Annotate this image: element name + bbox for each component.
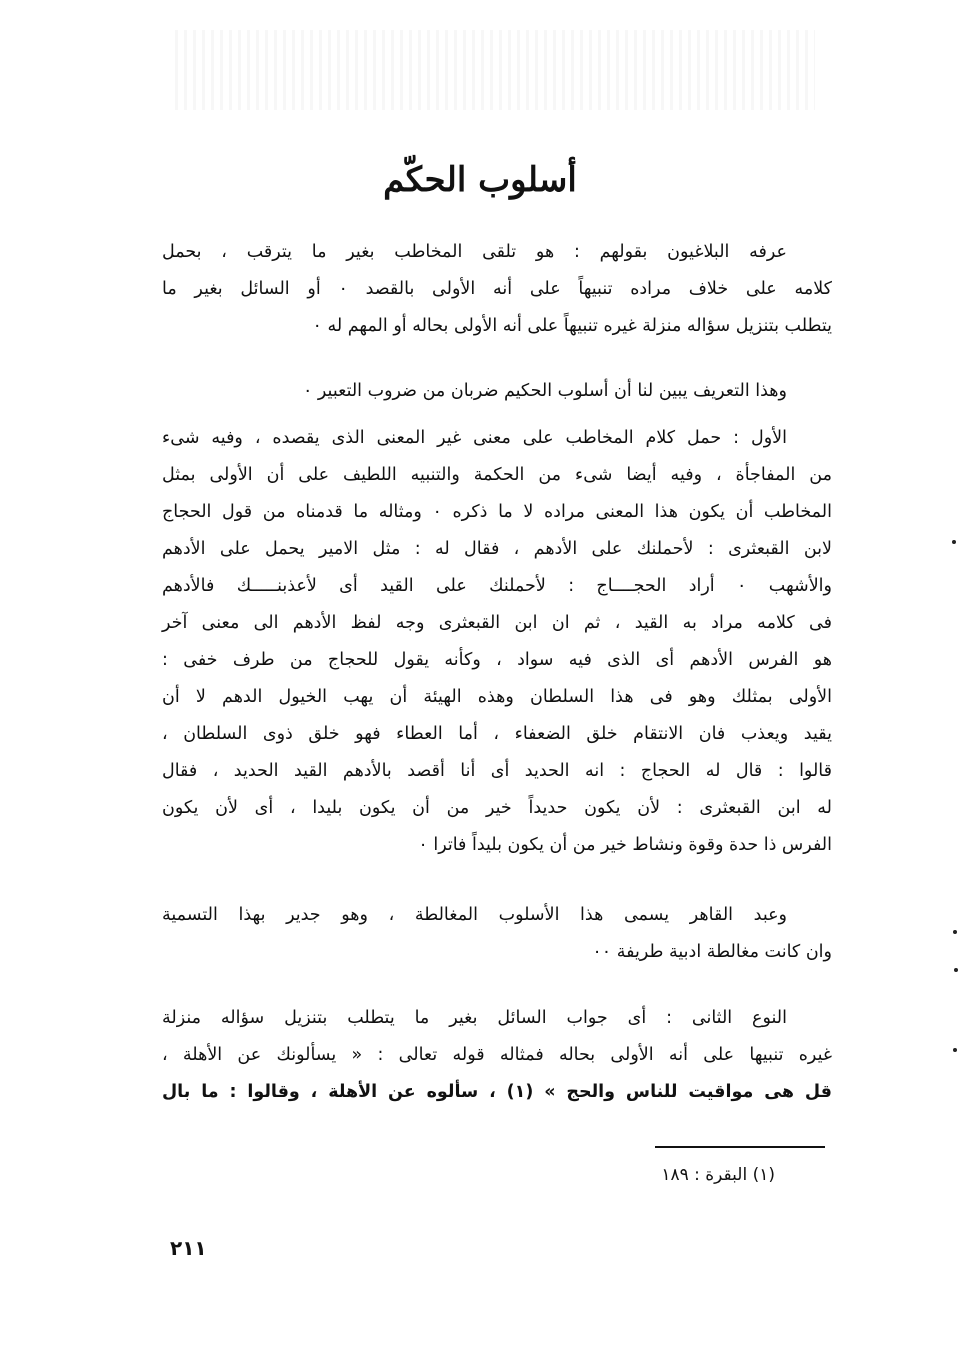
footnote: (١) البقرة : ١٨٩ (661, 1165, 775, 1185)
text-line: والأشهب ٠ أراد الحجــــاج : لأحملنك على القيد أى لأعذبنـــــك فالأدهم (162, 576, 832, 596)
text-line: كلامه على خلاف مراده تنبيهاً على أنه الأولى بالقصد ٠ أو السائل بغير ما (162, 279, 832, 299)
text-line: غيره تنبيها على أنه الأولى بحاله فمثاله قوله تعالى : « يسألونك عن الأهلة ، (162, 1045, 832, 1065)
bleed-through-text (175, 30, 815, 110)
text-line: وعبد القاهر يسمى هذا الأسلوب المغالطة ، وهو جدير بهذا التسمية (162, 905, 787, 925)
text-line: وهذا التعريف يبين لنا أن أسلوب الحكيم ضربان من ضروب التعبير ٠ (302, 381, 787, 401)
text-line: الفرس ذا حدة وقوة ونشاط خير من أن يكون بليداً فاترا ٠ (418, 835, 832, 855)
text-line: الأولى بمثلك وهو فى هذا السلطان وهذه الهيئة أن يهب الخيول الدهم لا أن (162, 687, 832, 707)
text-line: الأول : حمل كلام المخاطب على معنى غير المعنى الذى يقصده ، وفيه شىء (162, 428, 787, 448)
text-line: النوع الثانى : أى جواب السائل بغير ما يتطلب بتنزيل سؤاله منزلة (162, 1008, 787, 1028)
text-line: يتطلب بتنزيل سؤاله منزلة غيره تنبيهاً على أنه الأولى بحاله أو المهم له ٠ (312, 316, 832, 336)
page-title: أسلوب الحكّم (383, 160, 577, 200)
text-line: قالوا : قال له الحجاج : انه الحديد أى أنا أقصد بالأدهم القيد الحديد ، فقال (162, 761, 832, 781)
text-line: له ابن القبعثرى : لأن يكون حديداً خير من أن يكون بليدا ، أى لأن يكون (162, 798, 832, 818)
scan-speck (953, 1048, 957, 1052)
paragraph-abd-al-qahir (162, 897, 832, 971)
scan-speck (952, 540, 956, 544)
paragraph-types-intro (162, 373, 832, 410)
text-line: قل هى مواقيت للناس والحج » (١) ، سألوه عن الأهلة ، وقالوا : ما بال (162, 1082, 832, 1102)
footnote-divider (655, 1146, 825, 1148)
text-line: عرفه البلاغيون بقولهم : هو تلقى المخاطب بغير ما يترقب ، بحمل (162, 242, 787, 262)
text-line: يقيد ويعذب فان الانتقام خلق الضعفاء ، أما العطاء فهو خلق ذوى السلطان ، (162, 724, 832, 744)
text-line: فى كلامه مراد به القيد ، ثم ان ابن القبعثرى وجه لفظ الأدهم الى معنى آخر (162, 613, 832, 633)
paragraph-first-type (162, 420, 832, 864)
scan-speck (954, 968, 958, 972)
paragraph-definition (162, 234, 832, 345)
text-line: وان كانت مغالطة ادبية طريفة ٠٠ (592, 942, 832, 962)
text-line: هو الفرس الأدهم أى الذى فيه سواد ، وكأنه يقول للحجاج من طرف خفى : (162, 650, 832, 670)
scan-speck (953, 930, 957, 934)
page-number: ٢١١ (170, 1236, 207, 1260)
text-line: لابن القبعثرى : لأحملنك على الأدهم ، فقال له : مثل الامير يحمل على الأدهم (162, 539, 832, 559)
text-line: من المفاجأة ، وفيه أيضا شىء من الحكمة والتنبيه اللطيف على أن الأولى بمثل (162, 465, 832, 485)
text-line: المخاطب أن يكون هذا المعنى مراده لا ما ذكره ٠ ومثاله ما قدمناه من قول الحجاج (162, 502, 832, 522)
paragraph-second-type (162, 1000, 832, 1111)
